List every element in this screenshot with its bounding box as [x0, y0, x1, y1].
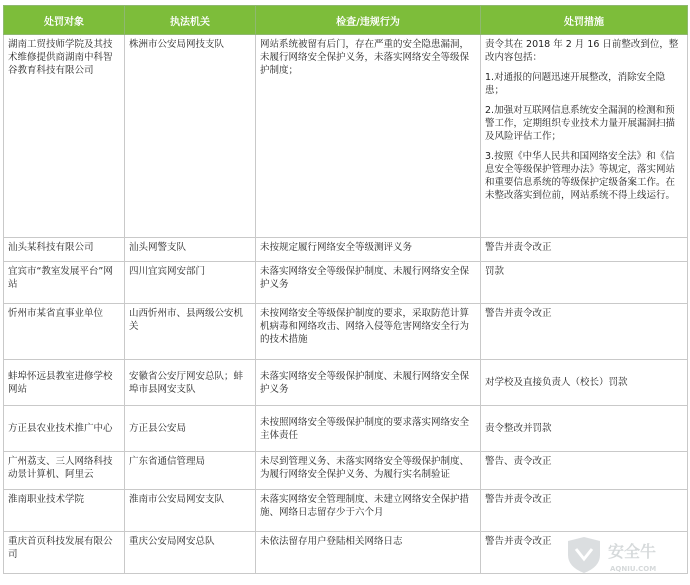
cell-violation: 未落实网络安全管理制度、未建立网络安全保护措施、网络日志留存少于六个月 — [256, 490, 481, 532]
cell-agency: 株洲市公安局网技支队 — [125, 35, 256, 238]
cell-object: 汕头某科技有限公司 — [4, 238, 125, 262]
table-row — [4, 360, 688, 406]
cell-measure: 罚款 — [481, 262, 688, 304]
cell-violation: 未尽到管理义务、未落实网络安全等级保护制度、为履行网络安全保护义务、为履行实名制验证 — [256, 452, 481, 490]
cell-object: 方正县农业技术推广中心 — [4, 406, 125, 452]
cell-object: 蚌埠怀远县教室进修学校网站 — [4, 360, 125, 406]
cell-measures — [481, 35, 688, 238]
cell-object: 宜宾市“教室发展平台”网站 — [4, 262, 125, 304]
table-row — [4, 262, 688, 304]
cell-agency: 汕头网警支队 — [125, 238, 256, 262]
cell-object: 忻州市某省直事业单位 — [4, 304, 125, 360]
cell-measure: 对学校及直接负责人（校长）罚款 — [481, 360, 688, 406]
header-violation: 检查/违规行为 — [256, 6, 481, 35]
cell-agency: 安徽省公安厅网安总队；蚌埠市县网安支队 — [125, 360, 256, 406]
cell-agency: 广东省通信管理局 — [125, 452, 256, 490]
watermark-brand-en: AQNIU.COM — [610, 565, 657, 573]
table-row — [4, 304, 688, 360]
cell-object: 广州荔支、三人网络科技动景计算机、阿里云 — [4, 452, 125, 490]
cell-measure: 警告并责令改正 — [481, 490, 688, 532]
cell-agency: 方正县公安局 — [125, 406, 256, 452]
measure-item: 2.加强对互联网信息系统安全漏洞的检测和预警工作，定期组织专业技术力量开展漏洞扫描及风险评估工作； — [485, 105, 676, 142]
cell-agency: 四川宜宾网安部门 — [125, 262, 256, 304]
watermark-logo — [564, 535, 684, 579]
cell-violation: 未依法留存用户登陆相关网络日志 — [256, 532, 481, 574]
measure-item: 1.对通报的问题迅速开展整改，消除安全隐患； — [485, 72, 666, 96]
cell-violation: 未按网络安全等级保护制度的要求，采取防范计算机病毒和网络攻击、网络入侵等危害网络安全行为的技术措施 — [256, 304, 481, 360]
cell-measure: 责令整改并罚款 — [481, 406, 688, 452]
cell-measure: 警告并责令改正 — [481, 532, 688, 574]
table-row — [4, 35, 688, 238]
cell-agency: 淮南市公安局网安支队 — [125, 490, 256, 532]
cell-violation: 未落实网络安全等级保护制度、未履行网络安全保护义务 — [256, 262, 481, 304]
header-agency: 执法机关 — [125, 6, 256, 35]
header-row — [4, 6, 688, 35]
table-row — [4, 452, 688, 490]
cell-measure: 警告并责令改正 — [481, 238, 688, 262]
cell-measure: 警告、责令改正 — [481, 452, 688, 490]
table-row — [4, 490, 688, 532]
cell-object: 淮南职业技术学院 — [4, 490, 125, 532]
header-measures: 处罚措施 — [481, 6, 688, 35]
measure-intro: 责令其在 2018 年 2 月 16 日前整改到位，整改内容包括： — [485, 39, 679, 63]
cell-measure: 警告并责令改正 — [481, 304, 688, 360]
cell-violation: 未按照网络安全等级保护制度的要求落实网络安全主体责任 — [256, 406, 481, 452]
cell-agency: 重庆公安局网安总队 — [125, 532, 256, 574]
header-object: 处罚对象 — [4, 6, 125, 35]
cell-violation: 网站系统被留有后门，存在严重的安全隐患漏洞，未履行网络安全保护义务，未落实网络安全等级保护制度； — [256, 35, 481, 238]
shield-icon — [568, 537, 600, 573]
penalty-table — [3, 5, 688, 574]
cell-agency: 山西忻州市、县两级公安机关 — [125, 304, 256, 360]
cell-violation: 未按规定履行网络安全等级测评义务 — [256, 238, 481, 262]
cell-object: 湖南工贸技师学院及其技术维修提供商湖南中科智谷教育科技有限公司 — [4, 35, 125, 238]
table-row — [4, 238, 688, 262]
table-row — [4, 406, 688, 452]
measure-item: 3.按照《中华人民共和国网络安全法》和《信息安全等级保护管理办法》等规定，落实网站和重要信息系统的等级保护定级备案工作。在未整改落实到位前，网站系统不得上线运行。 — [485, 151, 676, 201]
cell-violation: 未落实网络安全等级保护制度、未履行网络安全保护义务 — [256, 360, 481, 406]
cell-object: 重庆首页科技发展有限公司 — [4, 532, 125, 574]
watermark-brand-cn: 安全牛 — [608, 542, 657, 561]
